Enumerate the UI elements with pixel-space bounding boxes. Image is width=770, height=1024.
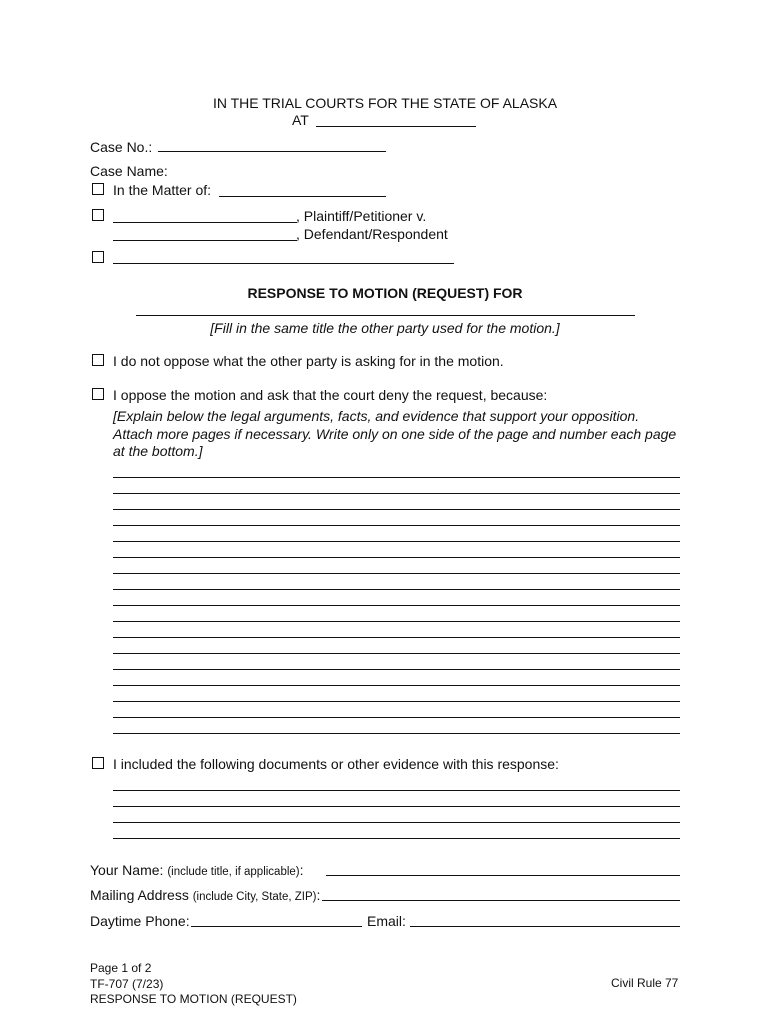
email-field[interactable]: [410, 926, 680, 927]
email-label: Email:: [367, 913, 406, 929]
not-oppose-checkbox[interactable]: [92, 354, 104, 366]
mailing-address-row: Mailing Address (include City, State, ZIP):: [90, 887, 321, 903]
explanation-line[interactable]: [113, 637, 680, 638]
court-location-field[interactable]: [316, 126, 476, 127]
your-name-hint: (include title, if applicable): [167, 866, 300, 878]
oppose-checkbox[interactable]: [92, 388, 104, 400]
other-case-checkbox[interactable]: [92, 251, 104, 263]
mailing-address-hint: (include City, State, ZIP): [192, 891, 317, 903]
motion-title-field[interactable]: [136, 315, 635, 316]
defendant-label: , Defendant/Respondent: [296, 226, 448, 242]
explanation-line[interactable]: [113, 717, 680, 718]
included-line[interactable]: [113, 790, 680, 791]
daytime-phone-field[interactable]: [191, 926, 362, 927]
in-matter-label: In the Matter of:: [113, 182, 212, 198]
form-title: RESPONSE TO MOTION (REQUEST): [90, 992, 297, 1006]
explanation-line[interactable]: [113, 493, 680, 494]
included-label: I included the following documents or other evidence with this response:: [113, 756, 559, 772]
in-matter-field[interactable]: [219, 196, 386, 197]
included-checkbox[interactable]: [92, 757, 104, 769]
explanation-line[interactable]: [113, 573, 680, 574]
title-instruction: [Fill in the same title the other party used for the motion.]: [210, 320, 560, 336]
your-name-label: Your Name:: [90, 862, 164, 878]
explanation-line[interactable]: [113, 557, 680, 558]
document-title: RESPONSE TO MOTION (REQUEST) FOR: [247, 285, 523, 301]
form-number: TF-707 (7/23): [90, 977, 164, 991]
explanation-line[interactable]: [113, 541, 680, 542]
explanation-line[interactable]: [113, 733, 680, 734]
daytime-phone-label: Daytime Phone:: [90, 913, 190, 929]
not-oppose-label: I do not oppose what the other party is asking for in the motion.: [113, 353, 504, 369]
court-heading: IN THE TRIAL COURTS FOR THE STATE OF ALASKA: [212, 95, 558, 111]
in-matter-checkbox[interactable]: [92, 183, 104, 195]
oppose-instruction-3: at the bottom.]: [113, 443, 203, 459]
case-no-field[interactable]: [158, 151, 386, 152]
explanation-line[interactable]: [113, 685, 680, 686]
explanation-line[interactable]: [113, 701, 680, 702]
court-at-label: AT: [292, 112, 309, 128]
defendant-field[interactable]: [113, 240, 297, 241]
included-line[interactable]: [113, 838, 680, 839]
included-line[interactable]: [113, 806, 680, 807]
explanation-line[interactable]: [113, 653, 680, 654]
explanation-line[interactable]: [113, 525, 680, 526]
explanation-line[interactable]: [113, 509, 680, 510]
explanation-line[interactable]: [113, 621, 680, 622]
plaintiff-label: , Plaintiff/Petitioner v.: [296, 208, 427, 224]
civil-rule: Civil Rule 77: [611, 976, 679, 990]
oppose-label: I oppose the motion and ask that the court deny the request, because:: [113, 387, 548, 403]
explanation-line[interactable]: [113, 605, 680, 606]
oppose-instruction-2: Attach more pages if necessary. Write only on one side of the page and number each page: [113, 426, 677, 442]
other-case-field[interactable]: [113, 263, 454, 264]
case-name-label: Case Name:: [90, 163, 168, 179]
explanation-line[interactable]: [113, 477, 680, 478]
explanation-line[interactable]: [113, 669, 680, 670]
explanation-line[interactable]: [113, 589, 680, 590]
page-number: Page 1 of 2: [90, 961, 152, 975]
mailing-address-label: Mailing Address: [90, 887, 189, 903]
mailing-address-field[interactable]: [322, 900, 680, 901]
case-no-label: Case No.:: [90, 139, 153, 155]
parties-checkbox[interactable]: [92, 209, 104, 221]
oppose-instruction-1: [Explain below the legal arguments, facts, and evidence that support your opposition.: [113, 408, 640, 424]
plaintiff-field[interactable]: [113, 222, 297, 223]
included-line[interactable]: [113, 822, 680, 823]
your-name-field[interactable]: [326, 875, 680, 876]
your-name-row: Your Name: (include title, if applicable):: [90, 862, 304, 878]
